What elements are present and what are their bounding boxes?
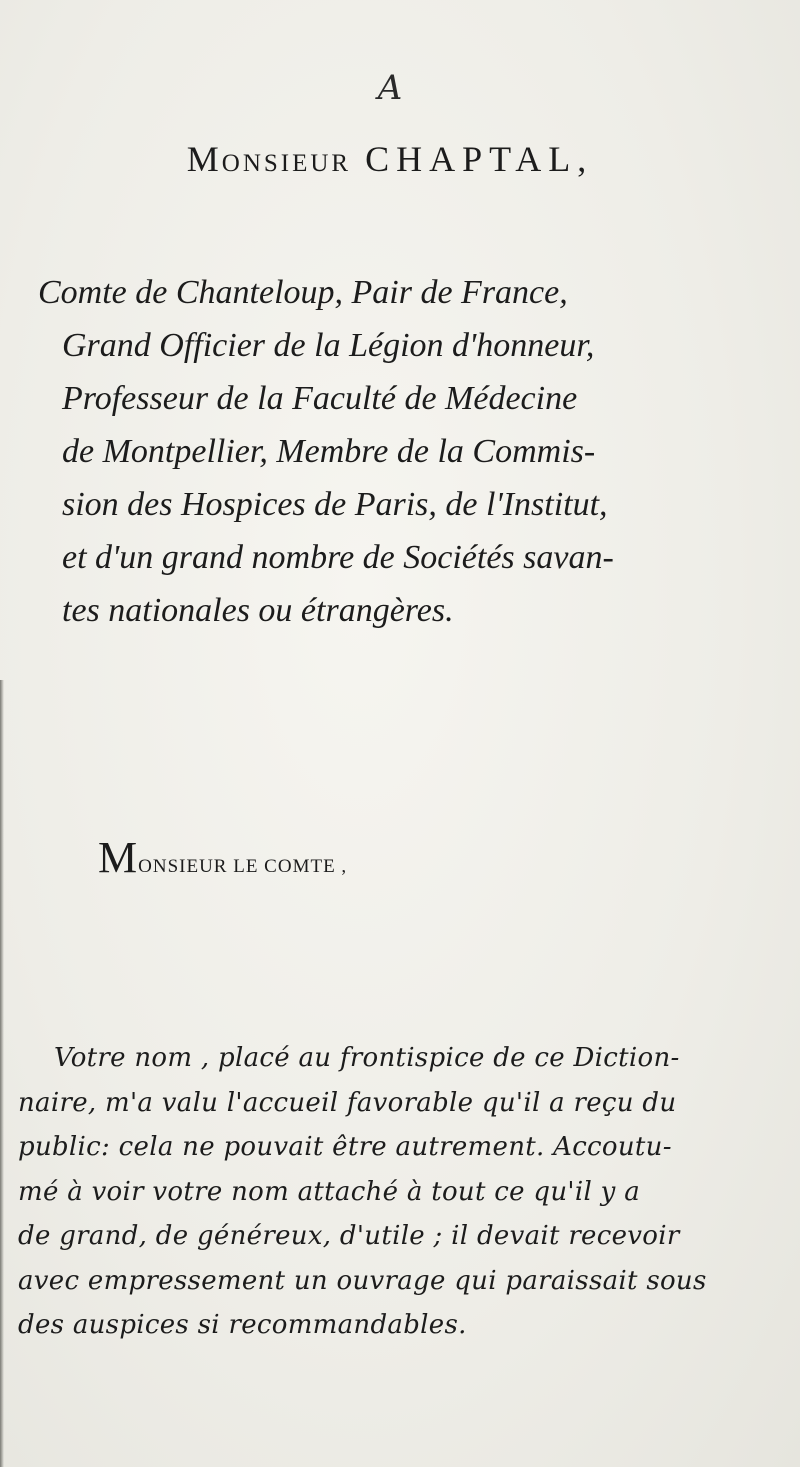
name-surname: CHAPTAL, [365,139,594,179]
body-line: des auspices si recommandables. [18,1310,467,1340]
name-prefix: Monsieur [186,139,352,179]
title-line: et d'un grand nombre de Sociétés savan- [62,539,614,576]
body-line: public: cela ne pouvait être autrement. Accoutu- [18,1132,672,1162]
salutation-initial: M [98,833,138,882]
title-line: sion des Hospices de Paris, de l'Institut, [62,486,608,523]
salutation [98,833,348,882]
title-line: de Montpellier, Membre de la Commis- [62,433,596,470]
dedication-name [90,138,690,180]
title-line: tes nationales ou étrangères. [62,592,454,629]
body-line: avec empressement un ouvrage qui paraissait sous [18,1265,707,1296]
salutation-text: ONSIEUR LE COMTE , [138,856,348,877]
letter-body [18,1036,788,1348]
dedication-to: A [377,68,403,108]
body-line: mé à voir votre nom attaché à tout ce qu'il y a [18,1176,640,1207]
title-line: Grand Officier de la Légion d'honneur, [62,327,595,364]
body-line: naire, m'a valu l'accueil favorable qu'il a reçu du [18,1087,677,1118]
title-line: Professeur de la Faculté de Médecine [62,380,578,417]
body-line: Votre nom , placé au frontispice de ce Diction- [54,1043,680,1073]
body-line: de grand, de généreux, d'utile ; il devait recevoir [18,1221,680,1251]
honorific-titles [38,266,778,637]
title-line: Comte de Chanteloup, Pair de France, [38,274,568,311]
page-edge-shadow [0,680,4,1467]
